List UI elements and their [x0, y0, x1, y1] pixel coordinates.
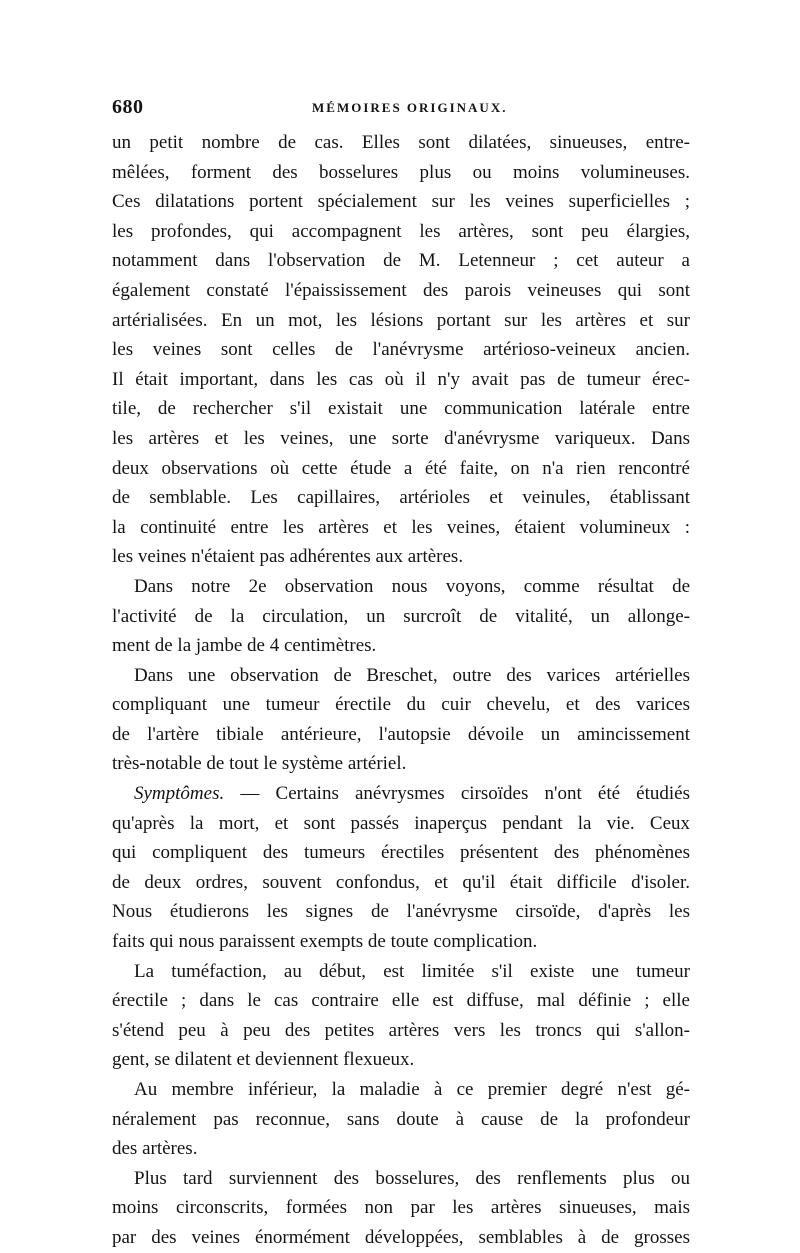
text-line: très-notable de tout le système artériel. — [112, 753, 407, 775]
text-line: les veines n'étaient pas adhérentes aux artères. — [112, 546, 464, 568]
text-line: Il était important, dans les cas où il n'y avait pas de tumeur érec- — [112, 368, 690, 390]
text-line: artérialisées. En un mot, les lésions portant sur les artères et sur — [112, 309, 690, 331]
text-line: tile, de rechercher s'il existait une communication latérale entre — [112, 398, 690, 420]
text-line: la continuité entre les artères et les veines, étaient volumineux : — [112, 516, 690, 538]
text-line: des artères. — [112, 1138, 198, 1160]
text-line: érectile ; dans le cas contraire elle est diffuse, mal définie ; elle — [112, 990, 690, 1012]
page-number: 680 — [112, 96, 144, 118]
text-line: de deux ordres, souvent confondus, et qu'il était difficile d'isoler. — [112, 871, 690, 893]
body-text — [112, 128, 690, 1253]
text-line: l'activité de la circulation, un surcroît de vitalité, un allonge- — [112, 605, 690, 627]
text-line: deux observations où cette étude a été faite, on n'a rien rencontré — [112, 457, 690, 479]
text-line: s'étend peu à peu des petites artères vers les troncs qui s'allon- — [112, 1019, 690, 1041]
text-line: La tuméfaction, au début, est limitée s'il existe une tumeur — [134, 960, 690, 982]
page-header — [112, 96, 690, 124]
text-line: également constaté l'épaississement des parois veineuses qui sont — [112, 279, 690, 301]
running-title: MÉMOIRES ORIGINAUX. — [312, 100, 508, 115]
text-line: de semblable. Les capillaires, artérioles et veinules, établissant — [112, 487, 690, 509]
text-line-content: — Certains anévrysmes cirsoïdes n'ont été étudiés — [224, 783, 690, 805]
text-line: Dans notre 2e observation nous voyons, comme résultat de — [134, 575, 690, 597]
text-line: Plus tard surviennent des bosselures, des renflements plus ou — [134, 1167, 690, 1189]
text-line: Ces dilatations portent spécialement sur les veines superficielles ; — [112, 191, 690, 213]
text-line: un petit nombre de cas. Elles sont dilatées, sinueuses, entre- — [112, 132, 690, 153]
text-line: compliquant une tumeur érectile du cuir chevelu, et des varices — [112, 694, 690, 716]
text-line: par des veines énormément développées, semblables à de grosses — [112, 1226, 690, 1248]
text-line: Dans une observation de Breschet, outre des varices artérielles — [134, 664, 690, 686]
text-line: qu'après la mort, et sont passés inaperçus pendant la vie. Ceux — [112, 812, 690, 834]
text-line: les profondes, qui accompagnent les artères, sont peu élargies, — [112, 220, 690, 242]
text-line: faits qui nous paraissent exempts de toute complication. — [112, 931, 538, 953]
text-line: moins circonscrits, formées non par les artères sinueuses, mais — [112, 1197, 690, 1219]
text-line: Au membre inférieur, la maladie à ce premier degré n'est gé- — [134, 1079, 690, 1100]
text-line: de l'artère tibiale antérieure, l'autopsie dévoile un amincissement — [112, 723, 690, 745]
text-line: néralement pas reconnue, sans doute à cause de la profondeur — [112, 1108, 690, 1130]
text-line: qui compliquent des tumeurs érectiles présentent des phénomènes — [112, 842, 690, 864]
text-line: ment de la jambe de 4 centimètres. — [112, 635, 377, 657]
text-line: les artères et les veines, une sorte d'anévrysme variqueux. Dans — [112, 427, 690, 449]
text-line: les veines sont celles de l'anévrysme artérioso-veineux ancien. — [112, 339, 690, 361]
text-line: gent, se dilatent et deviennent flexueux. — [112, 1049, 415, 1071]
text-line: notamment dans l'observation de M. Letenneur ; cet auteur a — [112, 250, 690, 272]
text-line — [112, 779, 690, 809]
text-line: mêlées, forment des bosselures plus ou moins volumineuses. — [112, 161, 690, 183]
text-line: Nous étudierons les signes de l'anévrysme cirsoïde, d'après les — [112, 901, 690, 923]
section-heading: Symptômes. — [134, 783, 225, 805]
